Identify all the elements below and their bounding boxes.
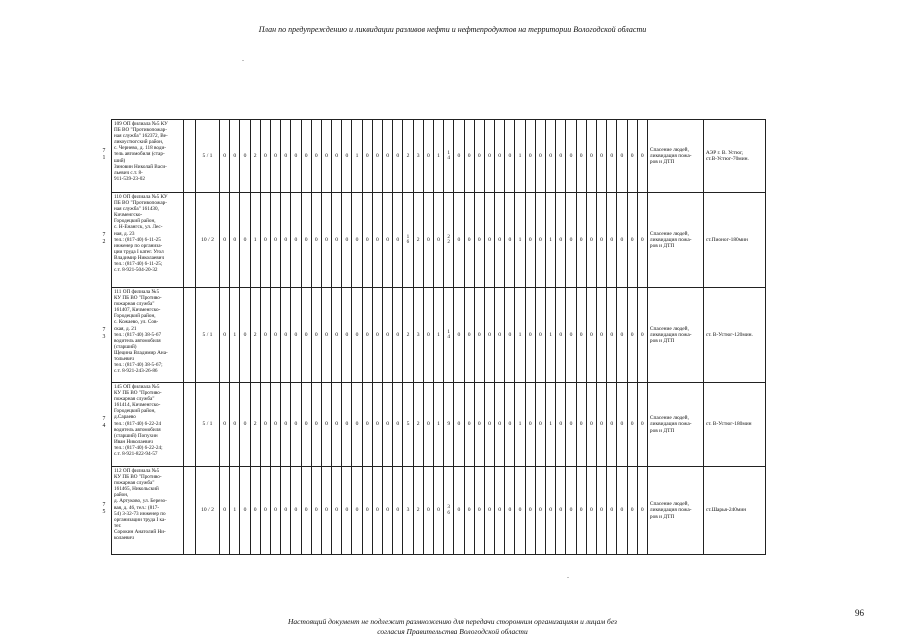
resource-count-cell: 0 (220, 383, 230, 467)
resource-count-cell: 0 (607, 288, 617, 383)
table-row (112, 383, 766, 467)
resource-count-cell: 0 (566, 467, 576, 555)
resource-count-cell: 0 (423, 383, 433, 467)
resource-count-cell: 0 (393, 383, 403, 467)
forces-cell: 5 / 1 (196, 383, 220, 467)
row-number: 7 1 (102, 147, 106, 161)
scan-mark: - (242, 58, 244, 64)
empty-cell (184, 467, 196, 555)
resource-count-cell: 0 (546, 120, 556, 193)
resource-count-cell: 0 (311, 120, 321, 193)
resource-count-cell: 0 (352, 288, 362, 383)
resource-count-cell (444, 193, 454, 288)
resource-count-cell: 0 (372, 467, 382, 555)
resource-count-cell: 0 (393, 467, 403, 555)
forces-cell: 5 / 1 (196, 288, 220, 383)
resource-count-cell: 0 (454, 383, 464, 467)
resource-count-cell: 0 (342, 467, 352, 555)
resource-count-cell: 0 (586, 288, 596, 383)
resource-count-cell: 0 (505, 288, 515, 383)
resource-count-cell: 0 (332, 383, 342, 467)
resource-count-cell: 2 (413, 383, 423, 467)
resource-count-cell: 0 (332, 288, 342, 383)
resource-count-cell: 1 (515, 120, 525, 193)
resource-count-cell: 0 (311, 193, 321, 288)
resource-count-cell: 0 (525, 120, 535, 193)
organization-cell: 112 ОП филиала №5 КУ ПБ ВО "Противо- пожарная служба" 161465, Никольский район, д. Артуково, ул. Березо- вая, д. 46, тел.: (817- 54) 3-32-73 инженер по организации труда I ка- тег. Сорокин Анатолий Ни- колаевич (112, 467, 184, 555)
resource-count-cell: 0 (576, 383, 586, 467)
resource-count-cell: 0 (393, 288, 403, 383)
resource-count-cell: 0 (627, 383, 637, 467)
resource-count-cell: 0 (464, 193, 474, 288)
resource-count-cell: 0 (240, 383, 250, 467)
resource-count-cell: 2 (250, 120, 260, 193)
action-cell: Спасение людей, ликвидация пожа- ров и ДТП (647, 467, 703, 555)
resource-count-cell: 0 (321, 288, 331, 383)
resource-count-cell: 0 (454, 120, 464, 193)
resource-count-cell: 0 (270, 193, 280, 288)
resource-count-cell: 0 (423, 120, 433, 193)
resource-count-cell: 0 (637, 467, 647, 555)
resource-count-cell: 0 (433, 467, 443, 555)
resource-count-cell: 0 (352, 193, 362, 288)
resource-count-cell: 0 (230, 383, 240, 467)
resource-count-cell: 0 (535, 120, 545, 193)
arrival-time-cell: АЭР г. В. Устюг, ст.В-Устюг-70мин. (703, 120, 765, 193)
resource-count-cell: 0 (270, 467, 280, 555)
resource-count-cell: 0 (220, 193, 230, 288)
resource-count-cell: 0 (281, 193, 291, 288)
resource-count-cell: 0 (464, 288, 474, 383)
resource-count-cell: 0 (566, 120, 576, 193)
resource-count-cell: 0 (291, 193, 301, 288)
resource-count-cell: 1 (230, 467, 240, 555)
resource-count-cell (444, 467, 454, 555)
organization-cell: 110 ОП филиала №5 КУ ПБ ВО "Противопожар- ная служба" 161430, Кичменгско- Городецкий район, с. Н-Енангск, ул. Лес- ная, д. 23 тел.: (817-40) 6-11-25 инженер по организа- ции труда I катег. Угол Владимир Николаевич тел.: (817-40) 6-11-25; с.т. 8-921-504-20-32 (112, 193, 184, 288)
resource-count-cell: 0 (301, 467, 311, 555)
resource-count-cell: 0 (586, 193, 596, 288)
resource-count-cell: 0 (301, 193, 311, 288)
resource-count-cell: 0 (281, 120, 291, 193)
resource-count-cell: 0 (525, 193, 535, 288)
resource-count-cell: 0 (566, 288, 576, 383)
action-cell: Спасение людей, ликвидация пожа- ров и ДТП (647, 120, 703, 193)
resource-count-cell: 1 (546, 288, 556, 383)
footer-line: согласия Правительства Вологодской области (377, 627, 528, 636)
resource-count-cell: 0 (362, 120, 372, 193)
forces-cell: 10 / 2 (196, 193, 220, 288)
resource-count-cell: 0 (474, 467, 484, 555)
empty-cell (184, 383, 196, 467)
empty-cell (184, 288, 196, 383)
resource-count-cell: 0 (291, 288, 301, 383)
organization-cell: 111 ОП филиала №5 КУ ПБ ВО "Противо- пожарная служба" 161407, Кичменгско- Городецкий район, с. Кожаево, ул. Сов- ская, д. 21 тел.: (817-40) 38-5-67 водитель автомобиля (старший) Щецина Владимир Ана- тольевич тел.: (817-40) 38-5-67; с.т. 8-921-243-26-86 (112, 288, 184, 383)
resource-count-cell: 1 (352, 120, 362, 193)
fraction-value: 1 6 (406, 233, 410, 245)
resource-count-cell: 0 (556, 383, 566, 467)
resource-count-cell: 0 (556, 193, 566, 288)
action-cell: Спасение людей, ликвидация пожа- ров и ДТП (647, 288, 703, 383)
resource-count-cell: 0 (291, 383, 301, 467)
resource-count-cell: 0 (596, 288, 606, 383)
confidentiality-footer (0, 617, 905, 637)
resource-count-cell: 0 (301, 383, 311, 467)
resource-count-cell (444, 288, 454, 383)
resource-count-cell: 0 (586, 467, 596, 555)
resource-count-cell: 0 (556, 467, 566, 555)
resource-count-cell: 0 (281, 383, 291, 467)
resource-count-cell: 0 (362, 288, 372, 383)
resource-count-cell: 0 (383, 467, 393, 555)
resource-count-cell: 0 (311, 467, 321, 555)
resource-count-cell: 0 (535, 193, 545, 288)
resource-count-cell: 0 (576, 288, 586, 383)
resource-count-cell: 0 (617, 383, 627, 467)
resource-count-cell: 0 (525, 383, 535, 467)
resource-count-cell: 0 (627, 120, 637, 193)
resource-count-cell: 0 (220, 467, 230, 555)
resource-count-cell: 0 (372, 288, 382, 383)
resource-count-cell: 0 (260, 288, 270, 383)
resource-count-cell: 0 (495, 467, 505, 555)
resource-count-cell: 0 (362, 467, 372, 555)
resource-count-cell: 0 (311, 383, 321, 467)
resource-count-cell: 0 (637, 383, 647, 467)
resource-count-cell: 0 (617, 120, 627, 193)
action-cell: Спасение людей, ликвидация пожа- ров и ДТП (647, 193, 703, 288)
resource-count-cell: 0 (474, 120, 484, 193)
resource-count-cell: 0 (495, 120, 505, 193)
resource-count-cell: 0 (311, 288, 321, 383)
resource-count-cell: 0 (352, 383, 362, 467)
resource-count-cell: 0 (454, 193, 464, 288)
resource-count-cell: 0 (495, 288, 505, 383)
organization-cell: 145 ОП филиала №5 КУ ПБ ВО "Противо- пожарная служба" 161414, Кичменгско- Городецкий район, д.Сараево тел.: (817-40) 6-22-24 водитель автомобиля (старший) Попухин Иван Николаевич тел.: (817-40) 6-22-24; с.т. 8-921-822-94-57 (112, 383, 184, 467)
resource-count-cell: 0 (474, 288, 484, 383)
resource-count-cell: 0 (332, 467, 342, 555)
fraction-value: 2 2 (447, 233, 451, 245)
resource-count-cell: 0 (525, 288, 535, 383)
arrival-time-cell: ст. В-Устюг-180мин (703, 383, 765, 467)
resource-count-cell (444, 120, 454, 193)
resource-count-cell: 0 (362, 193, 372, 288)
resource-count-cell: 2 (250, 288, 260, 383)
resource-count-cell: 0 (372, 120, 382, 193)
resource-count-cell: 0 (484, 193, 494, 288)
resource-count-cell: 0 (484, 383, 494, 467)
arrival-time-cell: ст.Пионог-180мин (703, 193, 765, 288)
resource-count-cell: 0 (423, 193, 433, 288)
resource-count-cell: 0 (342, 120, 352, 193)
resource-count-cell: 0 (505, 120, 515, 193)
resource-count-cell: 0 (383, 120, 393, 193)
resource-count-cell: 0 (270, 120, 280, 193)
resource-count-cell: 0 (332, 120, 342, 193)
resource-count-cell: 0 (617, 193, 627, 288)
resource-count-cell: 0 (607, 193, 617, 288)
resource-count-cell: 2 (403, 288, 413, 383)
resource-count-cell: 0 (586, 120, 596, 193)
resource-count-cell: 0 (281, 467, 291, 555)
resource-count-cell: 0 (321, 120, 331, 193)
page-number: 96 (855, 608, 864, 618)
resource-count-cell: 5 (403, 383, 413, 467)
resource-count-cell: 0 (627, 193, 637, 288)
resource-count-cell: 0 (240, 120, 250, 193)
resource-count-cell: 0 (637, 193, 647, 288)
resource-count-cell: 0 (372, 383, 382, 467)
row-number: 7 3 (102, 326, 106, 340)
resource-count-cell: 0 (260, 467, 270, 555)
resource-count-cell: 0 (505, 193, 515, 288)
resource-count-cell: 0 (576, 193, 586, 288)
resource-count-cell: 2 (403, 120, 413, 193)
resource-count-cell: 1 (546, 193, 556, 288)
resource-count-cell: 0 (505, 383, 515, 467)
resource-count-cell: 1 (433, 383, 443, 467)
resource-count-cell: 0 (301, 288, 311, 383)
resource-count-cell: 0 (484, 288, 494, 383)
resource-count-cell: 0 (576, 120, 586, 193)
fraction-value: 1 4 (447, 328, 451, 340)
resource-count-cell: 0 (607, 383, 617, 467)
resource-count-cell: 1 (515, 193, 525, 288)
action-cell: Спасение людей, ликвидация пожа- ров и ДТП (647, 383, 703, 467)
resource-count-cell: 0 (566, 383, 576, 467)
resource-count-cell: 0 (617, 288, 627, 383)
resource-count-cell: 0 (454, 288, 464, 383)
resource-count-cell: 3 (403, 467, 413, 555)
resource-count-cell: 0 (576, 467, 586, 555)
row-number: 7 5 (102, 502, 106, 515)
resource-count-cell: 0 (250, 467, 260, 555)
resource-count-cell: 0 (291, 467, 301, 555)
resource-count-cell: 0 (637, 120, 647, 193)
resource-count-cell: 0 (291, 120, 301, 193)
scan-mark: - (567, 575, 569, 581)
resource-count-cell: 0 (230, 120, 240, 193)
resource-count-cell: 0 (383, 193, 393, 288)
resource-count-cell: 0 (230, 193, 240, 288)
resource-count-cell: 0 (464, 120, 474, 193)
resource-count-cell: 0 (332, 193, 342, 288)
resource-count-cell: 0 (515, 467, 525, 555)
resource-count-cell: 1 (230, 288, 240, 383)
resource-count-cell: 3 (413, 288, 423, 383)
resource-count-cell: 0 (342, 288, 352, 383)
resource-count-cell: 0 (464, 383, 474, 467)
resource-count-cell: 0 (321, 383, 331, 467)
resource-count-cell: 0 (627, 467, 637, 555)
plan-table (111, 119, 766, 555)
table-row (112, 120, 766, 193)
fraction-value: 1 4 (447, 149, 451, 161)
resource-count-cell: 0 (383, 288, 393, 383)
resource-count-cell: 0 (281, 288, 291, 383)
resource-count-cell: 0 (464, 467, 474, 555)
resource-count-cell: 0 (596, 383, 606, 467)
resource-count-cell: 0 (484, 467, 494, 555)
resource-count-cell: 0 (423, 288, 433, 383)
resource-count-cell: 0 (495, 193, 505, 288)
resource-count-cell: 0 (342, 383, 352, 467)
resource-count-cell: 0 (260, 193, 270, 288)
resource-count-cell: 0 (240, 288, 250, 383)
resource-count-cell: 0 (474, 383, 484, 467)
resource-count-cell: 0 (546, 467, 556, 555)
resource-count-cell: 0 (495, 383, 505, 467)
resource-count-cell: 0 (260, 120, 270, 193)
resource-count-cell: 0 (433, 193, 443, 288)
resource-count-cell: 0 (220, 120, 230, 193)
resource-count-cell: 0 (301, 120, 311, 193)
resource-count-cell: 0 (617, 467, 627, 555)
resource-count-cell: 0 (474, 193, 484, 288)
row-number: 7 4 (102, 416, 106, 429)
resource-count-cell: 0 (525, 467, 535, 555)
resource-count-cell: 0 (240, 467, 250, 555)
fraction-value: 3 6 (447, 504, 451, 516)
table-row (112, 193, 766, 288)
resource-count-cell: 0 (270, 288, 280, 383)
resource-count-cell: 0 (240, 193, 250, 288)
resource-count-cell: 0 (607, 467, 617, 555)
resource-count-cell: 0 (637, 288, 647, 383)
resource-count-cell: 0 (586, 383, 596, 467)
resource-count-cell: 0 (596, 193, 606, 288)
resource-count-cell: 0 (505, 467, 515, 555)
resource-count-cell: 0 (627, 288, 637, 383)
table-row (112, 467, 766, 555)
resource-count-cell (403, 193, 413, 288)
resource-count-cell: 0 (566, 193, 576, 288)
resource-count-cell: 0 (423, 467, 433, 555)
organization-cell: 109 ОП филиала №5 КУ ПБ ВО "Противопожар- ная служба" 162372, Ве- ликоустюгский район, с. Чернево, д. 118 води- тель автомобиля (стар- ший) Зиновин Николай Васи- льевич с.т. 8- 911-539-23-02 (112, 120, 184, 193)
resource-count-cell: 1 (515, 288, 525, 383)
resource-count-cell: 1 (433, 120, 443, 193)
table-row (112, 288, 766, 383)
resource-count-cell: 0 (342, 193, 352, 288)
resource-count-cell: 0 (535, 383, 545, 467)
resource-count-cell: 0 (556, 120, 566, 193)
resource-count-cell: 0 (535, 467, 545, 555)
document-title: План по предупреждению и ликвидации разливов нефти и нефтепродуктов на территории Вологодской области (258, 25, 647, 34)
resource-count-cell: 0 (220, 288, 230, 383)
resource-count-cell: 0 (270, 383, 280, 467)
row-number: 7 2 (102, 231, 106, 245)
resource-count-cell: 1 (433, 288, 443, 383)
resource-count-cell: 0 (321, 467, 331, 555)
resource-count-cell: 0 (596, 120, 606, 193)
resource-count-cell: 0 (362, 383, 372, 467)
resource-count-cell: 0 (260, 383, 270, 467)
forces-cell: 5 / 1 (196, 120, 220, 193)
resource-count-cell: 3 (413, 120, 423, 193)
footer-line: Настоящий документ не подлежит размножению для передачи сторонним организациям и лицам без (288, 617, 617, 626)
resource-count-cell: 0 (321, 193, 331, 288)
resource-count-cell: 2 (250, 383, 260, 467)
resource-count-cell: 9 (444, 383, 454, 467)
arrival-time-cell: ст.Шарья-240мин (703, 467, 765, 555)
resource-count-cell: 0 (607, 120, 617, 193)
resource-count-cell: 0 (596, 467, 606, 555)
resource-count-cell: 0 (556, 288, 566, 383)
resource-count-cell: 0 (383, 383, 393, 467)
resource-count-cell: 0 (352, 467, 362, 555)
empty-cell (184, 120, 196, 193)
resource-count-cell: 0 (393, 193, 403, 288)
resource-count-cell: 1 (250, 193, 260, 288)
forces-cell: 10 / 2 (196, 467, 220, 555)
resource-count-cell: 2 (413, 193, 423, 288)
resource-count-cell: 0 (484, 120, 494, 193)
resource-count-cell: 1 (546, 383, 556, 467)
resource-count-cell: 0 (454, 467, 464, 555)
empty-cell (184, 193, 196, 288)
resource-count-cell: 0 (393, 120, 403, 193)
resource-count-cell: 0 (372, 193, 382, 288)
resource-count-cell: 0 (535, 288, 545, 383)
resource-count-cell: 1 (515, 383, 525, 467)
resource-count-cell: 2 (413, 467, 423, 555)
arrival-time-cell: ст. В-Устюг-120мин. (703, 288, 765, 383)
